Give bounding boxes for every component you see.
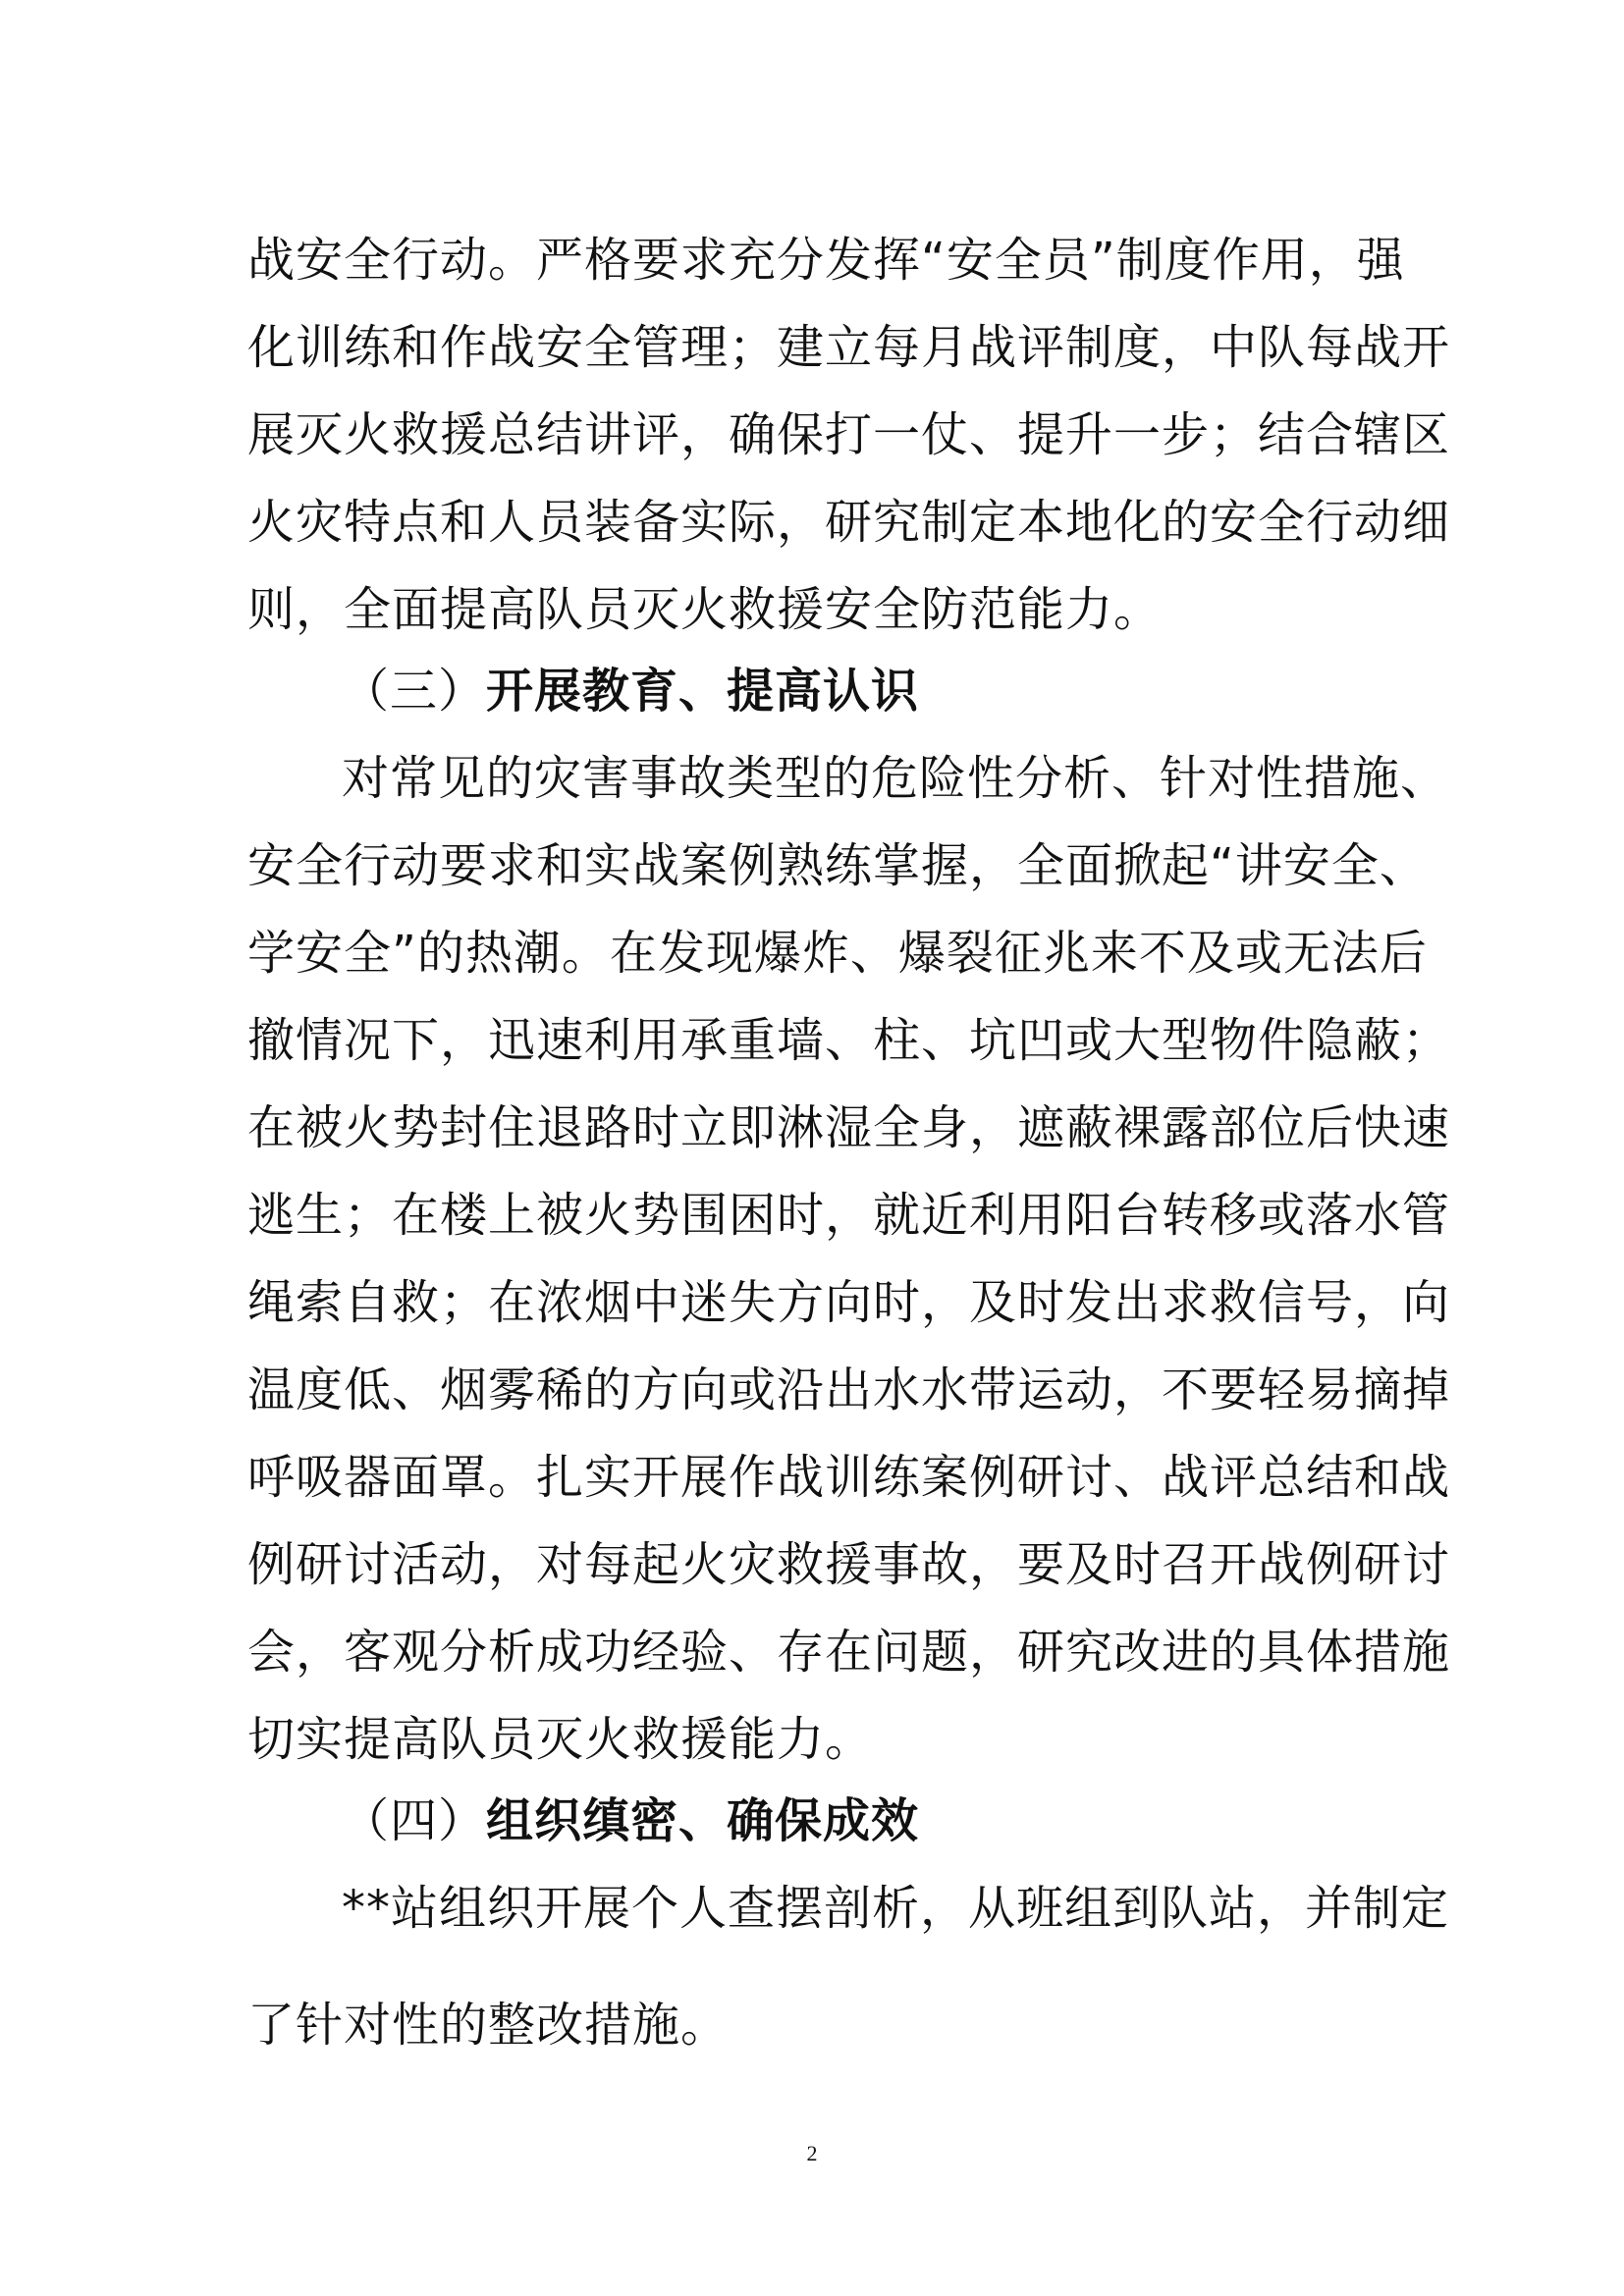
text-line: 例研讨活动，对每起火灾救援事故，要及时召开战例研讨 [247, 1537, 1451, 1592]
text-line: 对常见的灾害事故类型的危险性分析、针对性措施、 [342, 751, 1449, 806]
text-line: 逃生；在楼上被火势围困时，就近利用阳台转移或落水管 [247, 1188, 1451, 1243]
text-line: 了针对性的整改措施。 [247, 1998, 730, 2053]
section-heading-4 [342, 1789, 1481, 1853]
text-line: 安全行动要求和实战案例熟练掌握，全面掀起“讲安全、 [247, 838, 1428, 893]
text-line: 战安全行动。严格要求充分发挥“安全员”制度作用，强 [247, 233, 1405, 288]
text-line: 会，客观分析成功经验、存在问题，研究改进的具体措施 [247, 1625, 1451, 1680]
text-line: 展灭火救援总结讲评，确保打一仗、提升一步；结合辖区 [247, 407, 1451, 462]
text-line: 撤情况下，迅速利用承重墙、柱、坑凹或大型物件隐蔽； [247, 1013, 1451, 1068]
section-heading-title: 开展教育、提高认识 [486, 664, 920, 719]
text-line: 学安全”的热潮。在发现爆炸、爆裂征兆来不及或无法后 [247, 926, 1428, 981]
section-heading-title: 组织缜密、确保成效 [486, 1793, 920, 1848]
text-line: 在被火势封住退路时立即淋湿全身，遮蔽裸露部位后快速 [247, 1100, 1451, 1155]
section-heading-number: （三） [342, 664, 487, 719]
text-line: 绳索自救；在浓烟中迷失方向时，及时发出求救信号，向 [247, 1275, 1451, 1330]
text-line: **站组织开展个人查摆剖析，从班组到队站，并制定 [342, 1881, 1450, 1936]
section-heading-3 [342, 659, 1481, 723]
text-line: 火灾特点和人员装备实际，研究制定本地化的安全行动细 [247, 495, 1451, 550]
text-line: 则，全面提高队员灭火救援安全防范能力。 [247, 582, 1163, 637]
page-number: 2 [806, 2141, 818, 2165]
text-line: 切实提高队员灭火救援能力。 [247, 1712, 874, 1767]
text-line: 化训练和作战安全管理；建立每月战评制度，中队每战开 [247, 320, 1451, 375]
text-line: 温度低、烟雾稀的方向或沿出水水带运动，不要轻易摘掉 [247, 1362, 1451, 1417]
section-heading-number: （四） [342, 1793, 487, 1848]
text-line: 呼吸器面罩。扎实开展作战训练案例研讨、战评总结和战 [247, 1450, 1451, 1505]
